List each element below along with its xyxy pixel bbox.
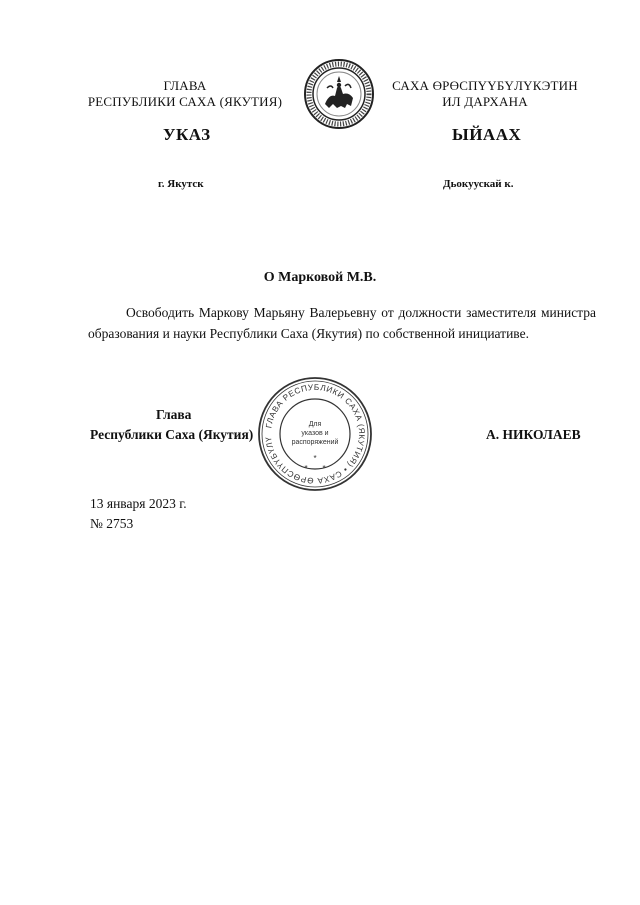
stamp-center-line1: Для xyxy=(308,421,322,428)
stamp-star-icon: * xyxy=(304,464,308,473)
city-sah: Дьокуускай к. xyxy=(443,178,514,190)
coat-of-arms-icon xyxy=(303,58,375,130)
signatory-position-line1: Глава xyxy=(156,407,192,422)
document-date: 13 января 2023 г. xyxy=(90,496,187,511)
issuer-ru-line2: РЕСПУБЛИКИ САХА (ЯКУТИЯ) xyxy=(87,94,283,109)
document-body: Освободить Маркову Марьяну Валерьевну от должности заместителя министра образования и науки Республики Саха (Якутия) по собственной инициативе. xyxy=(88,305,596,341)
doc-type-ru: УКАЗ xyxy=(163,125,211,144)
stamp-star-icon: * xyxy=(313,454,317,463)
issuer-sah-line2: ИЛ ДАРХАНА xyxy=(442,94,528,109)
issuer-sah xyxy=(375,78,595,110)
stamp-center-line2: указов и xyxy=(301,430,329,437)
document-number: № 2753 xyxy=(90,516,134,531)
stamp-center-line3: распоряжений xyxy=(291,439,339,446)
document-title: О Марковой М.В. xyxy=(263,270,377,285)
issuer-ru xyxy=(70,78,300,110)
doc-type-sah: ЫЙААХ xyxy=(452,125,522,144)
signatory-name: А. НИКОЛАЕВ xyxy=(486,427,581,442)
issuer-ru-line1: ГЛАВА xyxy=(163,78,207,93)
official-stamp xyxy=(256,375,374,493)
stamp-star-icon: * xyxy=(322,464,326,473)
issuer-sah-line1: САХА ӨРӨСПҮҮБҮЛҮКЭТИН xyxy=(392,78,578,93)
city-ru: г. Якутск xyxy=(158,178,204,190)
stamp-outer-text: ГЛАВА РЕСПУБЛИКИ САХА (ЯКУТИЯ) • САХА ӨРӨСПҮҮБҮЛҮ xyxy=(264,382,367,486)
signatory-position-line2: Республики Саха (Якутия) xyxy=(90,427,254,442)
